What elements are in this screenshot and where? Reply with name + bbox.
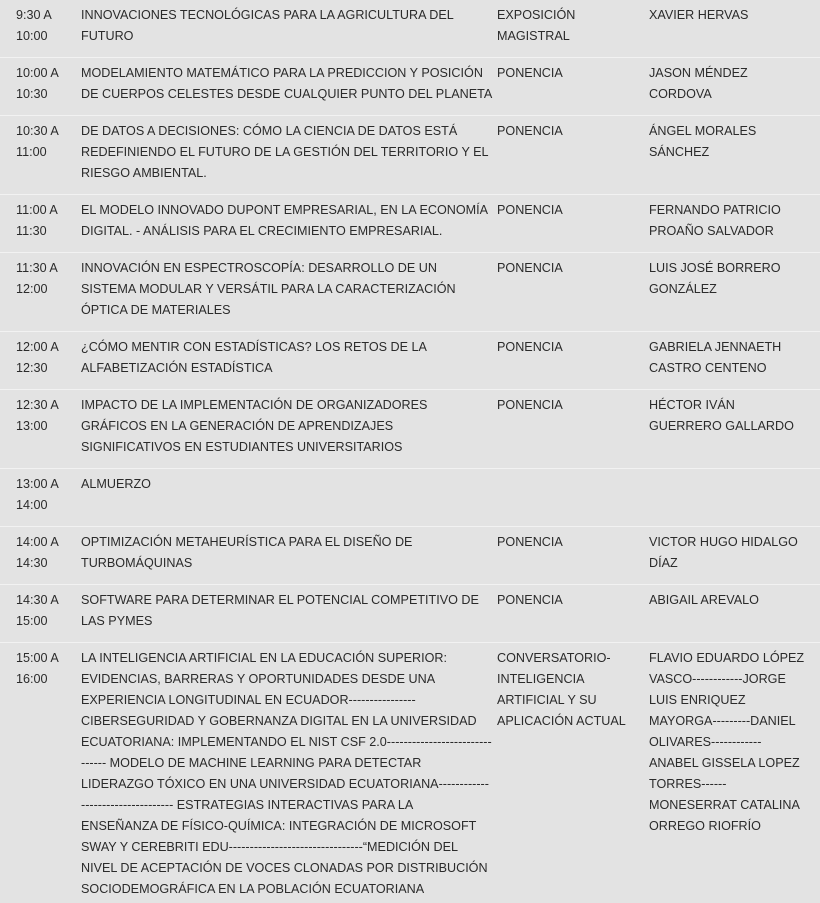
- title-cell: [81, 116, 497, 195]
- type-cell: [497, 643, 649, 903]
- title-cell: [81, 332, 497, 390]
- speaker-cell: [649, 195, 820, 253]
- time-text: 14:30 A 15:00: [16, 593, 59, 628]
- time-text: 11:00 A 11:30: [16, 203, 58, 238]
- table-row: [0, 469, 820, 527]
- speaker-text: VICTOR HUGO HIDALGO DÍAZ: [649, 535, 798, 570]
- type-cell: [497, 116, 649, 195]
- title-cell: [81, 195, 497, 253]
- title-text: ALMUERZO: [81, 477, 151, 491]
- time-text: 11:30 A 12:00: [16, 261, 58, 296]
- type-text: PONENCIA: [497, 535, 563, 549]
- title-cell: [81, 0, 497, 58]
- type-text: PONENCIA: [497, 124, 563, 138]
- time-cell: [0, 469, 81, 527]
- type-cell: [497, 0, 649, 58]
- type-text: PONENCIA: [497, 203, 563, 217]
- title-cell: [81, 585, 497, 643]
- time-text: 10:30 A 11:00: [16, 124, 59, 159]
- table-row: [0, 332, 820, 390]
- time-cell: [0, 527, 81, 585]
- time-text: 15:00 A 16:00: [16, 651, 59, 686]
- speaker-text: ÁNGEL MORALES SÁNCHEZ: [649, 124, 757, 159]
- time-cell: [0, 116, 81, 195]
- speaker-cell: [649, 58, 820, 116]
- speaker-text: FERNANDO PATRICIO PROAÑO SALVADOR: [649, 203, 781, 238]
- table-row: [0, 58, 820, 116]
- table-row: [0, 390, 820, 469]
- time-cell: [0, 0, 81, 58]
- title-text: IMPACTO DE LA IMPLEMENTACIÓN DE ORGANIZADORES GRÁFICOS EN LA GENERACIÓN DE APRENDIZAJES SIGNIFICATIVOS EN ESTUDIANTES UNIVERSITARIOS: [81, 398, 428, 454]
- speaker-text: JASON MÉNDEZ CORDOVA: [649, 66, 748, 101]
- time-cell: [0, 585, 81, 643]
- table-row: [0, 116, 820, 195]
- speaker-cell: [649, 116, 820, 195]
- table-row: [0, 195, 820, 253]
- table-row: [0, 527, 820, 585]
- title-text: OPTIMIZACIÓN METAHEURÍSTICA PARA EL DISEÑO DE TURBOMÁQUINAS: [81, 535, 413, 570]
- type-cell: [497, 253, 649, 332]
- title-text: DE DATOS A DECISIONES: CÓMO LA CIENCIA DE DATOS ESTÁ REDEFINIENDO EL FUTURO DE LA GESTIÓN DEL TERRITORIO Y EL RIESGO AMBIENTAL.: [81, 124, 489, 180]
- speaker-text: GABRIELA JENNAETH CASTRO CENTENO: [649, 340, 782, 375]
- speaker-cell: [649, 469, 820, 527]
- type-text: PONENCIA: [497, 593, 563, 607]
- type-text: PONENCIA: [497, 261, 563, 275]
- type-text: PONENCIA: [497, 398, 563, 412]
- speaker-cell: [649, 585, 820, 643]
- speaker-text: FLAVIO EDUARDO LÓPEZ VASCO------------JORGE LUIS ENRIQUEZ MAYORGA---------DANIEL OLIVARES------------ ANABEL GISSELA LOPEZ TORRES------ MONESERRAT CATALINA ORREGO RIOFRÍO: [649, 651, 805, 833]
- type-cell: [497, 585, 649, 643]
- title-text: MODELAMIENTO MATEMÁTICO PARA LA PREDICCION Y POSICIÓN DE CUERPOS CELESTES DESDE CUALQUIER PUNTO DEL PLANETA: [81, 66, 493, 101]
- time-text: 13:00 A 14:00: [16, 477, 59, 512]
- title-text: SOFTWARE PARA DETERMINAR EL POTENCIAL COMPETITIVO DE LAS PYMES: [81, 593, 479, 628]
- title-text: EL MODELO INNOVADO DUPONT EMPRESARIAL, EN LA ECONOMÍA DIGITAL. - ANÁLISIS PARA EL CRECIMIENTO EMPRESARIAL.: [81, 203, 489, 238]
- title-text: INNOVACIONES TECNOLÓGICAS PARA LA AGRICULTURA DEL FUTURO: [81, 8, 454, 43]
- time-cell: [0, 253, 81, 332]
- type-text: CONVERSATORIO- INTELIGENCIA ARTIFICIAL Y SU APLICACIÓN ACTUAL: [497, 651, 626, 728]
- table-row: [0, 585, 820, 643]
- speaker-cell: [649, 390, 820, 469]
- title-cell: [81, 527, 497, 585]
- time-text: 10:00 A 10:30: [16, 66, 59, 101]
- speaker-cell: [649, 332, 820, 390]
- table-row: [0, 0, 820, 58]
- speaker-cell: [649, 527, 820, 585]
- time-cell: [0, 332, 81, 390]
- time-cell: [0, 195, 81, 253]
- type-cell: [497, 58, 649, 116]
- speaker-text: HÉCTOR IVÁN GUERRERO GALLARDO: [649, 398, 794, 433]
- title-cell: [81, 469, 497, 527]
- title-text: LA INTELIGENCIA ARTIFICIAL EN LA EDUCACIÓN SUPERIOR: EVIDENCIAS, BARRERAS Y OPORTUNIDADES DESDE UNA EXPERIENCIA LONGITUDINAL EN ECUADOR---------------- CIBERSEGURIDAD Y GOBERNANZA DIGITAL EN LA UNIVERSIDAD ECUATORIANA: IMPLEMENTANDO EL NIST CSF 2.0------------------------- ------ MODELO DE MACHINE LEARNING PARA DETECTAR LIDERAZGO TÓXICO EN UNA UNIVERSIDAD ECUATORIANA------------ ---------------------- ESTRATEGIAS INTERACTIVAS PARA LA ENSEÑANZA DE FÍSICO-QUÍMICA: INTEGRACIÓN DE MICROSOFT SWAY Y CEREBRITI EDU--------------------------------“MEDICIÓN DEL NIVEL DE ACEPTACIÓN DE VOCES CLONADAS POR DISTRIBUCIÓN SOCIODEMOGRÁFICA EN LA POBLACIÓN ECUATORIANA: [81, 651, 492, 896]
- time-cell: [0, 390, 81, 469]
- speaker-cell: [649, 643, 820, 903]
- time-cell: [0, 643, 81, 903]
- speaker-text: LUIS JOSÉ BORRERO GONZÁLEZ: [649, 261, 781, 296]
- title-cell: [81, 253, 497, 332]
- type-cell: [497, 527, 649, 585]
- title-cell: [81, 643, 497, 903]
- type-cell: [497, 469, 649, 527]
- speaker-cell: [649, 0, 820, 58]
- type-cell: [497, 390, 649, 469]
- time-text: 12:00 A 12:30: [16, 340, 59, 375]
- type-text: EXPOSICIÓN MAGISTRAL: [497, 8, 576, 43]
- speaker-text: XAVIER HERVAS: [649, 8, 749, 22]
- type-text: PONENCIA: [497, 340, 563, 354]
- title-cell: [81, 390, 497, 469]
- table-row: [0, 643, 820, 903]
- title-text: ¿CÓMO MENTIR CON ESTADÍSTICAS? LOS RETOS DE LA ALFABETIZACIÓN ESTADÍSTICA: [81, 340, 427, 375]
- time-cell: [0, 58, 81, 116]
- speaker-text: ABIGAIL AREVALO: [649, 593, 759, 607]
- time-text: 14:00 A 14:30: [16, 535, 59, 570]
- type-cell: [497, 195, 649, 253]
- time-text: 9:30 A 10:00: [16, 8, 52, 43]
- table-row: [0, 253, 820, 332]
- type-text: PONENCIA: [497, 66, 563, 80]
- time-text: 12:30 A 13:00: [16, 398, 59, 433]
- title-cell: [81, 58, 497, 116]
- speaker-cell: [649, 253, 820, 332]
- type-cell: [497, 332, 649, 390]
- title-text: INNOVACIÓN EN ESPECTROSCOPÍA: DESARROLLO DE UN SISTEMA MODULAR Y VERSÁTIL PARA LA CARACTERIZACIÓN ÓPTICA DE MATERIALES: [81, 261, 456, 317]
